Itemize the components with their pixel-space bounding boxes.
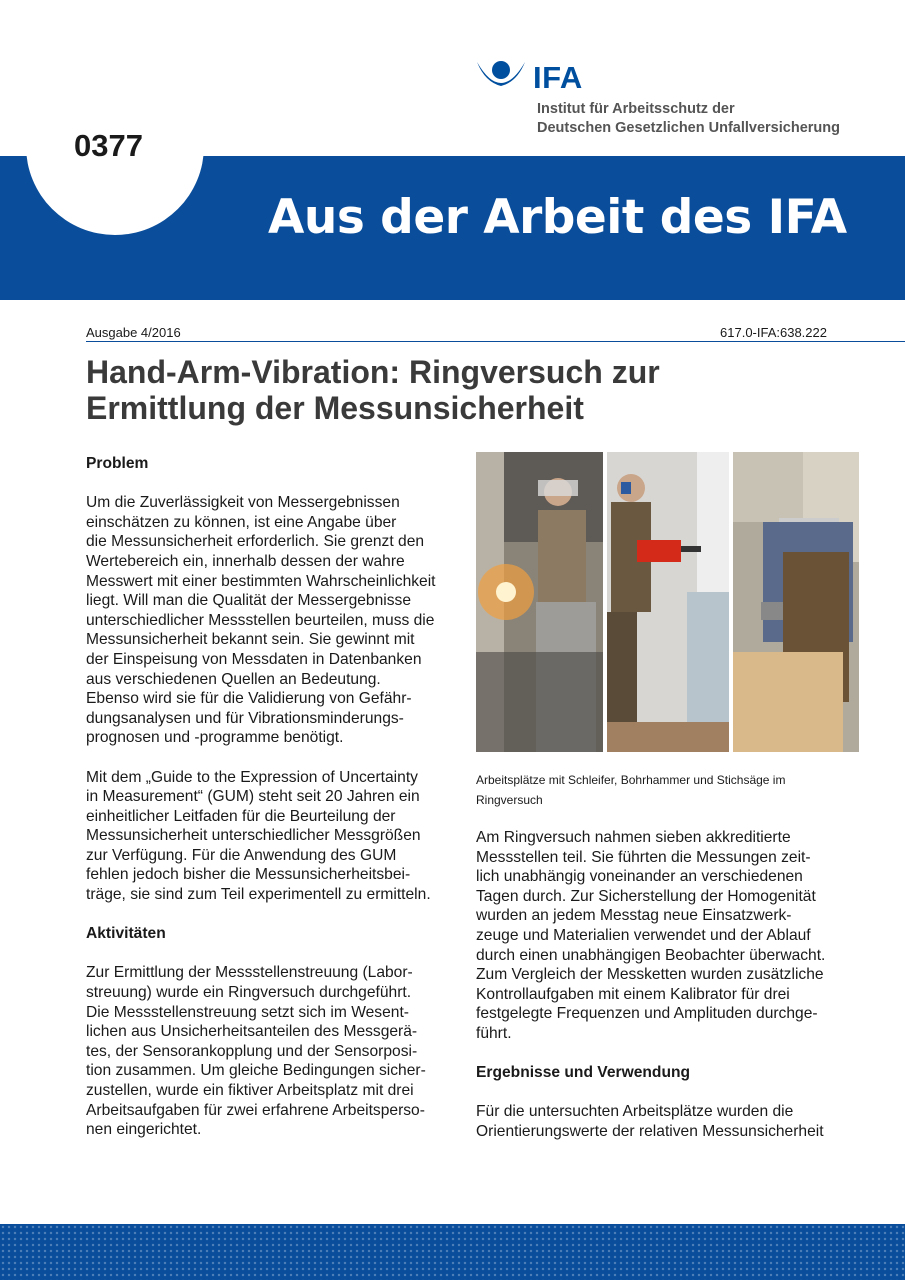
text-line: zeuge und Materialien verwendet und der Ablauf	[476, 926, 811, 944]
figure-caption	[476, 770, 856, 810]
heading-results: Ergebnisse und Verwendung	[476, 1064, 691, 1082]
edition-label: Ausgabe 4/2016	[86, 325, 181, 340]
text-line: unterschiedlicher Messstellen beurteilen, muss die	[86, 611, 435, 629]
text-line: Am Ringversuch nahmen sieben akkreditierte	[476, 829, 791, 846]
text-line: Für die untersuchten Arbeitsplätze wurden die	[476, 1103, 794, 1121]
heading-problem: Problem	[86, 455, 149, 472]
footer-band	[0, 1224, 905, 1280]
right-column	[476, 828, 848, 1142]
title-line-1: Hand-Arm-Vibration: Ringversuch zur	[86, 354, 660, 390]
ringversuch-paragraph	[476, 828, 848, 1044]
text-line: tes, der Sensorankopplung und der Sensorposi-	[86, 1042, 418, 1060]
text-line: Orientierungswerte der relativen Messunsicherheit	[476, 1122, 824, 1140]
text-line: tion zusammen. Um gleiche Bedingungen sicher-	[86, 1062, 426, 1080]
text-line: Ebenso wird sie für die Validierung von Gefähr-	[86, 690, 412, 708]
text-line: Mit dem „Guide to the Expression of Uncertainty	[86, 768, 418, 786]
reference-number: 617.0-IFA:638.222	[720, 325, 827, 340]
gum-paragraph	[86, 768, 452, 905]
text-line: prognosen und -programme benötigt.	[86, 729, 344, 747]
text-line: lichen aus Unsicherheitsanteilen des Messgerä-	[86, 1023, 418, 1041]
text-line: zustellen, wurde ein fiktiver Arbeitsplatz mit drei	[86, 1082, 414, 1099]
text-line: die Messunsicherheit erforderlich. Sie grenzt den	[86, 533, 425, 551]
text-line: Messunsicherheit unterschiedlicher Messgrößen	[86, 827, 421, 845]
ifa-logo-mark	[475, 58, 527, 100]
text-line: einschätzen zu können, ist eine Angabe über	[86, 513, 397, 531]
text-line: einheitlicher Leitfaden für die Beurteilung der	[86, 807, 396, 825]
text-line: zur Verfügung. Für die Anwendung des GUM	[86, 846, 397, 864]
institute-name	[537, 100, 840, 138]
text-line: führt.	[476, 1024, 512, 1042]
heading-activities: Aktivitäten	[86, 925, 166, 943]
figure-photos	[476, 452, 859, 752]
header-rule	[86, 341, 905, 342]
text-line: Messstellen teil. Sie führten die Messungen zeit-	[476, 848, 811, 866]
activities-paragraph	[86, 963, 452, 1139]
text-line: Die Messstellenstreuung setzt sich im Wesent-	[86, 1003, 409, 1021]
text-line: durch einen unabhängigen Beobachter überwacht.	[476, 946, 826, 964]
text-line: Zum Vergleich der Messketten wurden zusätzliche	[476, 966, 824, 984]
text-line: träge, sie sind zum Teil experimentell zu ermitteln.	[86, 886, 431, 904]
text-line: streuung) wurde ein Ringversuch durchgeführt.	[86, 984, 412, 1002]
text-line: Tagen durch. Zur Sicherstellung der Homogenität	[476, 887, 816, 905]
ifa-logo-text: IFA	[533, 60, 583, 95]
text-line: Kontrollaufgaben mit einem Kalibrator für drei	[476, 985, 790, 1003]
text-line: dungsanalysen und für Vibrationsminderungs-	[86, 709, 404, 727]
series-title: Aus der Arbeit des IFA	[268, 190, 847, 245]
text-line: Arbeitsaufgaben für zwei erfahrene Arbeitsperso-	[86, 1101, 425, 1119]
text-line: liegt. Will man die Qualität der Messergebnisse	[86, 592, 412, 610]
text-line: Messwert mit einer bestimmten Wahrscheinlichkeit	[86, 572, 436, 590]
issue-number: 0377	[74, 128, 143, 163]
page-title	[86, 354, 846, 426]
text-line: fehlen jedoch bisher die Messunsicherheitsbei-	[86, 866, 411, 884]
title-line-2: Ermittlung der Messunsicherheit	[86, 390, 584, 426]
photo-hammer-drill	[607, 452, 729, 752]
text-line: nen eingerichtet.	[86, 1121, 202, 1139]
institute-line-1: Institut für Arbeitsschutz der	[537, 101, 735, 117]
text-line: lich unabhängig voneinander an verschiedenen	[476, 868, 803, 886]
text-line: in Measurement“ (GUM) steht seit 20 Jahren ein	[86, 788, 420, 806]
text-line: aus verschiedenen Quellen an Bedeutung.	[86, 670, 381, 688]
results-paragraph	[476, 1102, 848, 1141]
caption-line-2: Ringversuch	[476, 793, 543, 807]
text-line: Um die Zuverlässigkeit von Messergebnissen	[86, 494, 400, 512]
text-line: festgelegte Frequenzen und Amplituden durchge-	[476, 1005, 818, 1023]
photo-grinder	[476, 452, 603, 752]
problem-paragraph	[86, 493, 452, 748]
text-line: Wertebereich ein, innerhalb dessen der wahre	[86, 552, 405, 570]
ifa-logo	[475, 58, 855, 138]
text-line: Messunsicherheit bekannt sein. Sie gewinnt mit	[86, 631, 415, 649]
left-column	[86, 454, 452, 1140]
text-line: wurden an jedem Messtag neue Einsatzwerk-	[476, 907, 792, 925]
institute-line-2: Deutschen Gesetzlichen Unfallversicherung	[537, 120, 840, 136]
text-line: Zur Ermittlung der Messstellenstreuung (Labor-	[86, 964, 413, 982]
photo-jigsaw	[733, 452, 859, 752]
text-line: der Einspeisung von Messdaten in Datenbanken	[86, 650, 422, 668]
caption-line-1: Arbeitsplätze mit Schleifer, Bohrhammer und Stichsäge im	[476, 773, 786, 787]
